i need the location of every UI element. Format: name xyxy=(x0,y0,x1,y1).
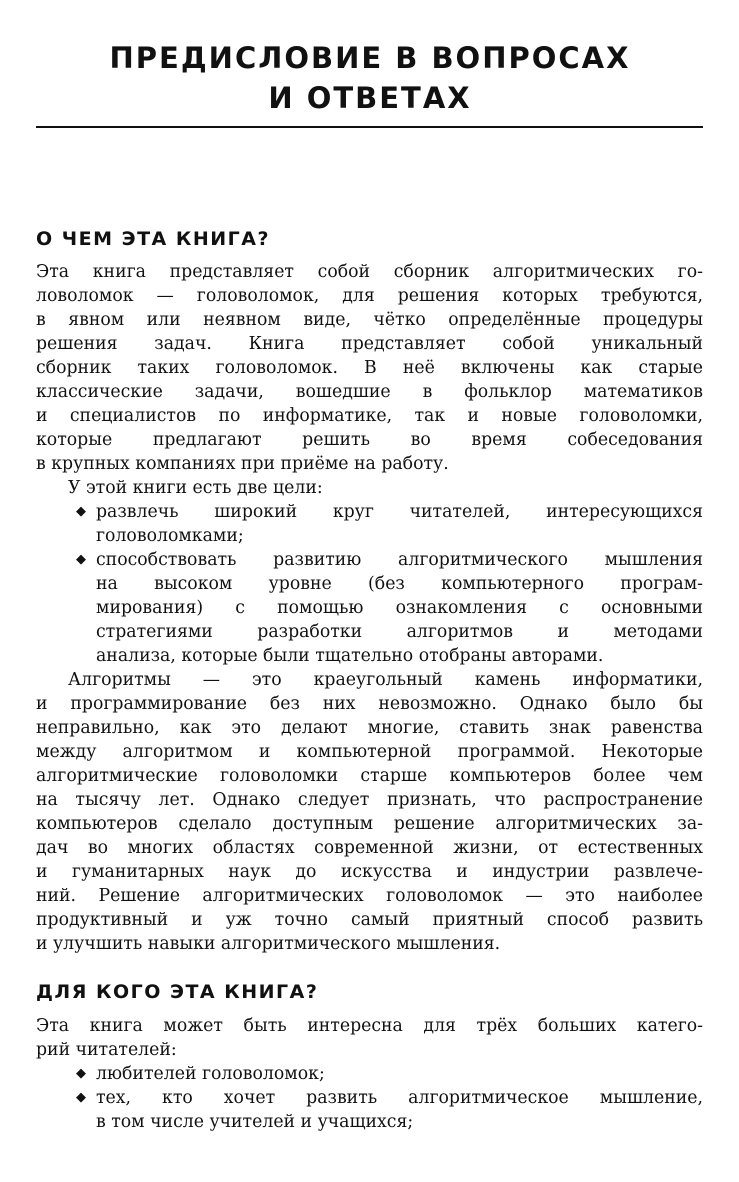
list-item xyxy=(36,1086,703,1110)
text-line: в явном или неявном виде, чётко определённые процедуры xyxy=(36,310,703,330)
text-line: У этой книги есть две цели: xyxy=(68,478,323,498)
text-line: ловоломок — головоломок, для решения которых требуются, xyxy=(36,286,703,306)
text-line: рий читателей: xyxy=(36,1040,177,1060)
page-title xyxy=(36,38,704,118)
list-item-continuation: в том числе учителей и учащихся; xyxy=(96,1112,414,1132)
title-divider xyxy=(36,126,703,128)
page-title-line-2: И ОТВЕТАХ xyxy=(268,81,472,115)
section-audience-body xyxy=(36,1014,703,1134)
text-line: неправильно, как это делают многие, ставить знак равенства xyxy=(36,718,703,738)
text-line: и специалистов по информатике, так и новые головоломки, xyxy=(36,406,703,426)
list-item-text: тех, кто хочет развить алгоритмическое мышление, xyxy=(96,1088,703,1108)
text-line: Эта книга представляет собой сборник алгоритмических го- xyxy=(36,262,703,282)
list-item xyxy=(36,1062,703,1086)
list-item-continuation: головоломками; xyxy=(96,526,244,546)
list-item xyxy=(36,500,703,524)
text-line: Эта книга может быть интересна для трёх больших катего- xyxy=(36,1016,703,1036)
text-line: решения задач. Книга представляет собой уникальный xyxy=(36,334,703,354)
diamond-bullet-icon: ◆ xyxy=(76,1066,86,1081)
list-item-text: способствовать развитию алгоритмического мышления xyxy=(96,550,703,570)
section-heading-audience: ДЛЯ КОГО ЭТА КНИГА? xyxy=(36,981,319,1003)
text-line: и улучшить навыки алгоритмического мышления. xyxy=(36,934,501,954)
text-line: которые предлагают решить во время собеседования xyxy=(36,430,703,450)
text-line: сборник таких головоломок. В неё включены как старые xyxy=(36,358,703,378)
list-item-continuation: мирования) с помощью ознакомления с основными xyxy=(96,598,703,618)
diamond-bullet-icon: ◆ xyxy=(76,1090,86,1105)
section-about-body xyxy=(36,260,703,956)
text-line: компьютеров сделало доступным решение алгоритмических за- xyxy=(36,814,703,834)
diamond-bullet-icon: ◆ xyxy=(76,552,86,567)
text-line: между алгоритмом и компьютерной программой. Некоторые xyxy=(36,742,703,762)
list-item-continuation: анализа, которые были тщательно отобраны авторами. xyxy=(96,646,604,666)
text-line: в крупных компаниях при приёме на работу. xyxy=(36,454,449,474)
text-line: алгоритмические головоломки старше компьютеров более чем xyxy=(36,766,703,786)
text-line: ний. Решение алгоритмических головоломок — это наиболее xyxy=(36,886,703,906)
list-item xyxy=(36,548,703,572)
text-line: дач во многих областях современной жизни, от естественных xyxy=(36,838,703,858)
text-line: и программирование без них невозможно. Однако было бы xyxy=(36,694,703,714)
list-item-continuation: на высоком уровне (без компьютерного програм- xyxy=(96,574,703,594)
text-line: классические задачи, вошедшие в фольклор математиков xyxy=(36,382,703,402)
text-line: и гуманитарных наук до искусства и индустрии развлече- xyxy=(36,862,703,882)
list-item-continuation: стратегиями разработки алгоритмов и методами xyxy=(96,622,703,642)
list-item-text: любителей головоломок; xyxy=(96,1064,325,1084)
text-line: на тысячу лет. Однако следует признать, что распространение xyxy=(36,790,703,810)
section-heading-about: О ЧЕМ ЭТА КНИГА? xyxy=(36,228,271,250)
page-title-line-1: ПРЕДИСЛОВИЕ В ВОПРОСАХ xyxy=(109,41,631,75)
text-line: Алгоритмы — это краеугольный камень информатики, xyxy=(68,670,703,690)
diamond-bullet-icon: ◆ xyxy=(76,504,86,519)
text-line: продуктивный и уж точно самый приятный способ развить xyxy=(36,910,703,930)
list-item-text: развлечь широкий круг читателей, интересующихся xyxy=(96,502,703,522)
